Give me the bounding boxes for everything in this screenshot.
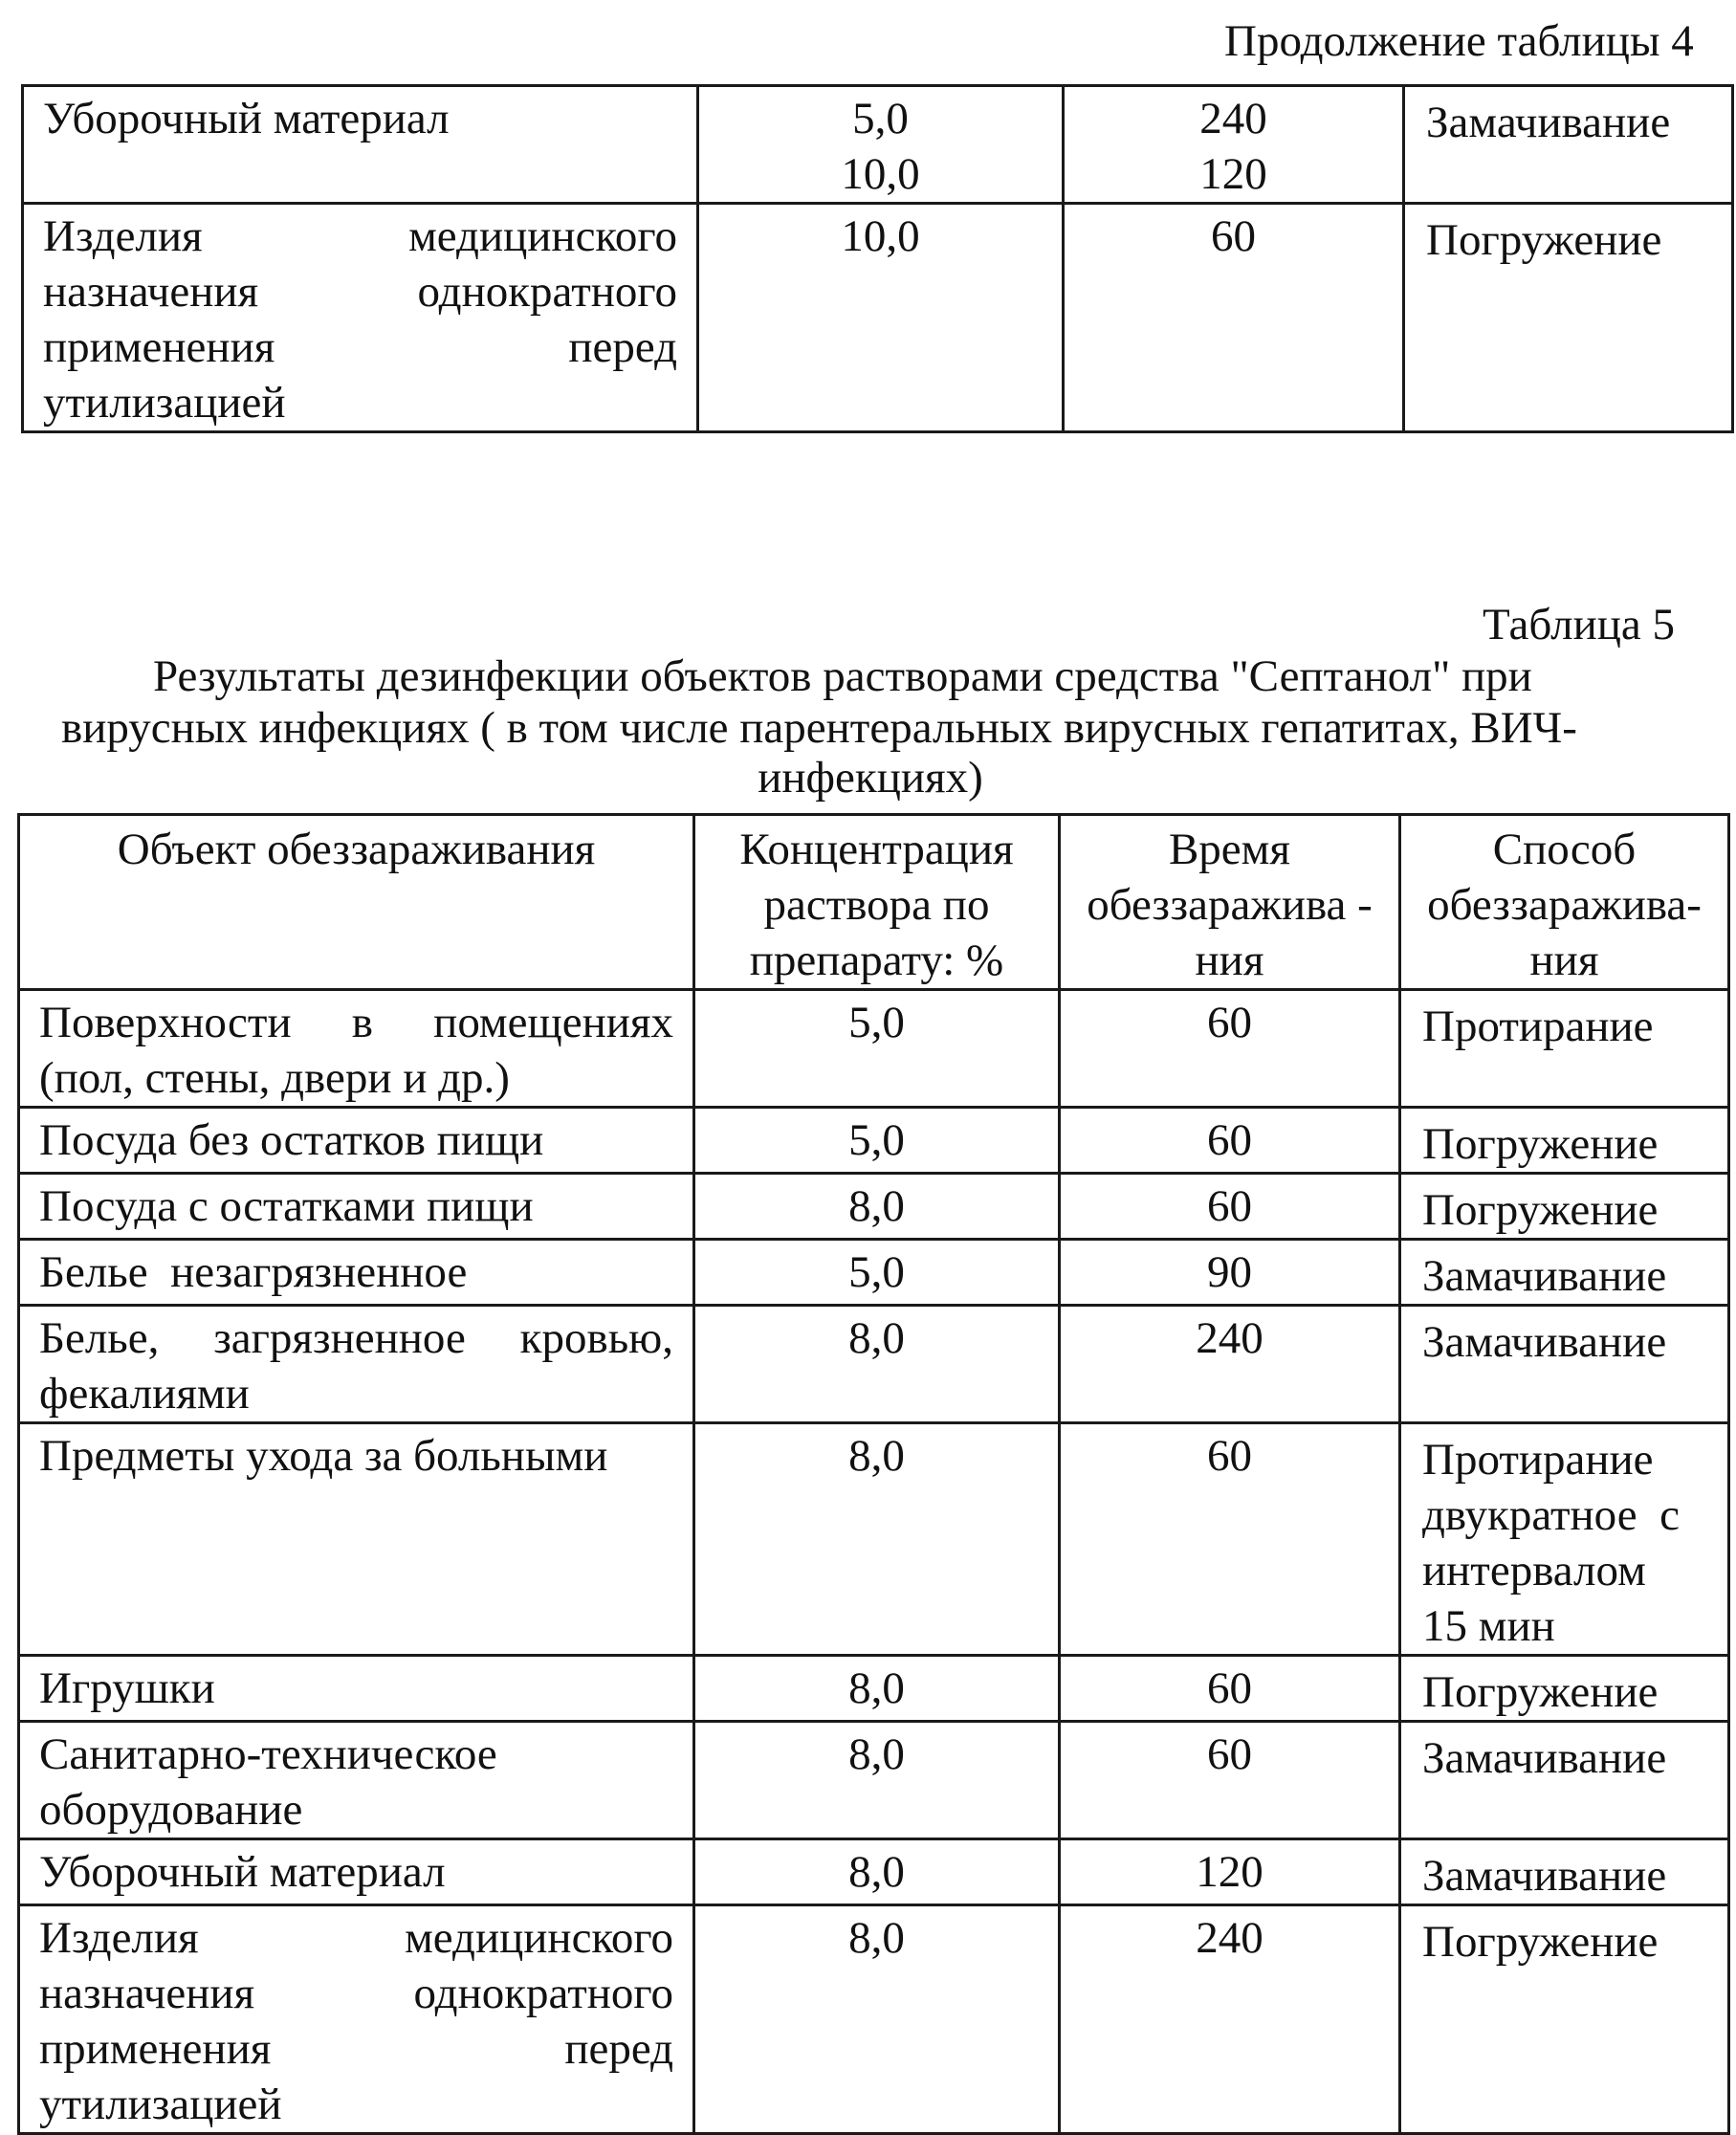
method-cell: Замачивание [1404, 86, 1733, 204]
method-cell: Погружение [1400, 1174, 1729, 1240]
concentration-cell: 8,0 [694, 1722, 1060, 1839]
table5-number: Таблица 5 [1483, 600, 1676, 649]
concentration-cell: 8,0 [694, 1174, 1060, 1240]
object-cell: Белье, загрязненное кровью, фекалиями [19, 1306, 694, 1423]
concentration-cell: 5,0 10,0 [698, 86, 1064, 204]
header-concentration: Концентрация раствора по препарату: % [694, 815, 1060, 990]
time-cell: 90 [1060, 1240, 1400, 1306]
method-cell: Замачивание [1400, 1306, 1729, 1423]
table5 [17, 813, 1730, 2135]
concentration-cell: 8,0 [694, 1423, 1060, 1656]
method-cell: Погружение [1400, 1905, 1729, 2134]
table-row [19, 1240, 1729, 1306]
object-cell: Поверхности в помещениях (пол, стены, двери и др.) [19, 990, 694, 1108]
time-cell: 240 [1060, 1306, 1400, 1423]
time-cell: 60 [1060, 990, 1400, 1108]
header-object: Объект обеззараживания [19, 815, 694, 990]
concentration-cell: 10,0 [698, 204, 1064, 432]
object-cell: Уборочный материал [19, 1839, 694, 1905]
concentration-cell: 5,0 [694, 1240, 1060, 1306]
method-cell: Замачивание [1400, 1722, 1729, 1839]
table-row [23, 204, 1733, 432]
table-row [19, 1174, 1729, 1240]
concentration-cell: 8,0 [694, 1306, 1060, 1423]
concentration-cell: 5,0 [694, 1108, 1060, 1174]
time-cell: 240 120 [1064, 86, 1404, 204]
time-cell: 60 [1060, 1423, 1400, 1656]
time-cell: 60 [1060, 1108, 1400, 1174]
object-cell: Игрушки [19, 1656, 694, 1722]
table4-continuation-caption: Продолжение таблицы 4 [1224, 16, 1694, 66]
table-row [19, 1656, 1729, 1722]
concentration-cell: 5,0 [694, 990, 1060, 1108]
object-cell: Изделия медицинского назначения однократного применения перед утилизацией [19, 1905, 694, 2134]
table-header-row [19, 815, 1729, 990]
method-cell: Протирание [1400, 990, 1729, 1108]
method-cell: Замачивание [1400, 1240, 1729, 1306]
object-cell: Уборочный материал [23, 86, 698, 204]
time-cell: 60 [1064, 204, 1404, 432]
table-row [19, 1108, 1729, 1174]
time-cell: 240 [1060, 1905, 1400, 2134]
header-method: Способ обеззаражива- ния [1400, 815, 1729, 990]
time-cell: 120 [1060, 1839, 1400, 1905]
method-cell: Погружение [1400, 1656, 1729, 1722]
table4-continuation [21, 84, 1734, 433]
object-cell: Предметы ухода за больными [19, 1423, 694, 1656]
object-cell: Белье незагрязненное [19, 1240, 694, 1306]
table-row [19, 1306, 1729, 1423]
concentration-cell: 8,0 [694, 1656, 1060, 1722]
table-row [23, 86, 1733, 204]
concentration-cell: 8,0 [694, 1905, 1060, 2134]
object-cell: Изделия медицинского назначения однократного применения перед утилизацией [23, 204, 698, 432]
concentration-cell: 8,0 [694, 1839, 1060, 1905]
object-cell: Посуда с остатками пищи [19, 1174, 694, 1240]
method-cell: Протирание двукратное с интервалом 15 мин [1400, 1423, 1729, 1656]
method-cell: Замачивание [1400, 1839, 1729, 1905]
table5-title: Результаты дезинфекции объектов растворами средства "Септанол" при вирусных инфекциях ( в том числе парентеральных вирусных гепатитах, ВИЧ- инфекциях) [61, 651, 1577, 803]
table-row [19, 1839, 1729, 1905]
object-cell: Санитарно-техническое оборудование [19, 1722, 694, 1839]
object-cell: Посуда без остатков пищи [19, 1108, 694, 1174]
table-row [19, 1722, 1729, 1839]
time-cell: 60 [1060, 1656, 1400, 1722]
time-cell: 60 [1060, 1174, 1400, 1240]
table-row [19, 1423, 1729, 1656]
table-row [19, 1905, 1729, 2134]
header-time: Время обеззаражива - ния [1060, 815, 1400, 990]
table-row [19, 990, 1729, 1108]
time-cell: 60 [1060, 1722, 1400, 1839]
method-cell: Погружение [1400, 1108, 1729, 1174]
method-cell: Погружение [1404, 204, 1733, 432]
